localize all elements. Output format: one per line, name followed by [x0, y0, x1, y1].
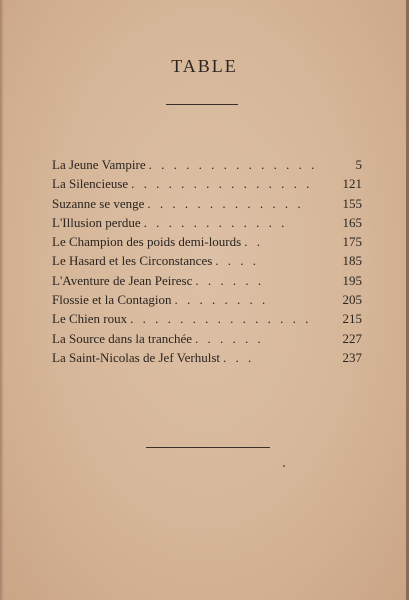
- toc-leader-dots: . . . . . . . . . . . . . . .: [130, 311, 312, 327]
- toc-entry-title: La Source dans la tranchée: [52, 330, 193, 346]
- toc-page-number: 195: [342, 272, 362, 288]
- toc-leader-dots: . . . . . . . . . . . . . .: [148, 157, 318, 172]
- toc-entry-title: La Jeune Vampire: [52, 157, 146, 172]
- toc-entry-title: La Saint-Nicolas de Jef Verhulst: [52, 349, 220, 365]
- toc-page-number: 175: [342, 234, 362, 250]
- toc-leader-dots: . . . . . . . . . . . .: [143, 214, 288, 230]
- toc-entry: [52, 234, 362, 253]
- page-title: TABLE: [171, 56, 238, 76]
- closing-divider: [146, 447, 270, 448]
- toc-entry: [52, 176, 362, 195]
- toc-leader-dots: . . . . . . . . . . . . . . .: [131, 176, 313, 192]
- table-of-contents: [52, 157, 362, 369]
- toc-entry-title: Le Hasard et les Circonstances: [52, 253, 213, 269]
- toc-entry: [52, 350, 362, 369]
- toc-entry: [52, 215, 362, 234]
- toc-page-number: 185: [342, 253, 362, 269]
- toc-page-number: 155: [342, 195, 362, 211]
- toc-entry-title: Le Chien roux: [52, 311, 128, 327]
- toc-page-number: 215: [342, 311, 362, 327]
- toc-entry: [52, 196, 362, 215]
- toc-leader-dots: . .: [244, 234, 263, 250]
- toc-entry-title: Suzanne se venge: [52, 195, 145, 211]
- toc-page-number: 237: [342, 349, 362, 365]
- toc-entry-title: La Silencieuse: [52, 176, 129, 192]
- toc-page-number: 5: [355, 157, 362, 172]
- toc-entry: [52, 157, 362, 176]
- toc-leader-dots: . . . .: [215, 253, 260, 269]
- toc-entry: [52, 331, 362, 350]
- toc-leader-dots: . . . . . .: [195, 330, 264, 346]
- toc-leader-dots: . . . . . . . . . . . . .: [147, 195, 304, 211]
- page-edge-left: [0, 0, 4, 600]
- toc-leader-dots: . . . . . . . .: [174, 292, 269, 308]
- toc-entry: [52, 292, 362, 311]
- toc-entry: [52, 311, 362, 330]
- paper-speck: [283, 465, 285, 467]
- toc-entry-title: L'Illusion perdue: [52, 214, 141, 230]
- toc-page-number: 165: [342, 214, 362, 230]
- toc-leader-dots: . . .: [223, 349, 255, 365]
- toc-page-number: 227: [342, 330, 362, 346]
- toc-page-number: 205: [342, 292, 362, 308]
- toc-page-number: 121: [342, 176, 362, 192]
- toc-entry: [52, 253, 362, 272]
- toc-leader-dots: . . . . . .: [195, 272, 265, 288]
- toc-entry-title: L'Aventure de Jean Peiresc: [52, 272, 193, 288]
- toc-entry: [52, 273, 362, 292]
- toc-entry-title: Le Champion des poids demi-lourds: [52, 234, 242, 250]
- title-divider: [166, 104, 238, 105]
- toc-entry-title: Flossie et la Contagion: [52, 292, 172, 308]
